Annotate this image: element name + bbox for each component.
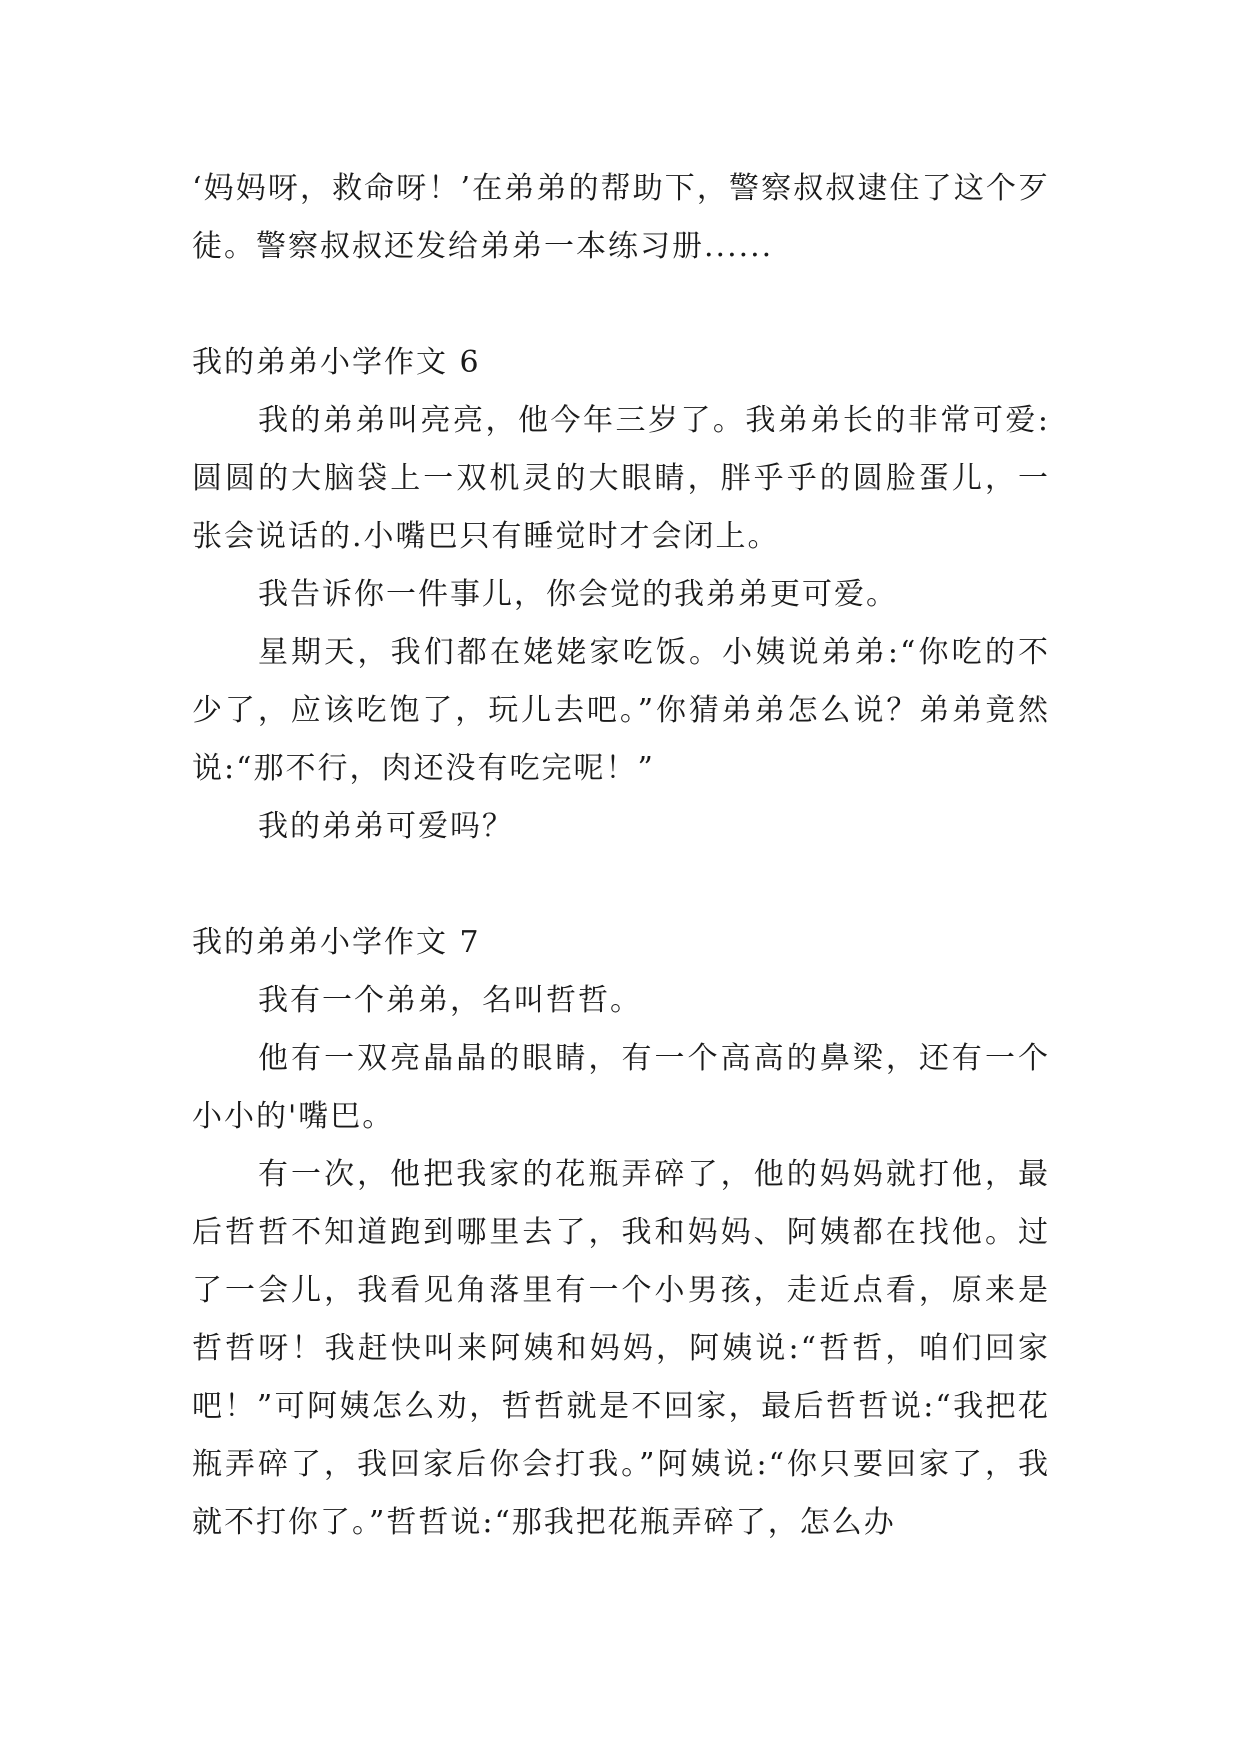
section-7-paragraph-2: 他有一双亮晶晶的眼睛，有一个高高的鼻梁，还有一个小小的'嘴巴。 <box>192 1041 1050 1134</box>
section-spacer <box>192 276 1050 334</box>
section-7-paragraph-1: 我有一个弟弟，名叫哲哲。 <box>258 983 642 1018</box>
section-6-title: 我的弟弟小学作文 6 <box>192 345 481 380</box>
section-spacer <box>192 856 1050 914</box>
section-7-paragraph-3: 有一次，他把我家的花瓶弄碎了，他的妈妈就打他，最后哲哲不知道跑到哪里去了，我和妈妈、阿姨都在找他。过了一会儿，我看见角落里有一个小男孩，走近点看，原来是哲哲呀！我赶快叫来阿姨和妈妈，阿姨说:“哲哲，咱们回家吧！”可阿姨怎么劝，哲哲就是不回家，最后哲哲说:“我把花瓶弄碎了，我回家后你会打我。”阿姨说:“你只要回家了，我就不打你了。”哲哲说:“那我把花瓶弄碎了，怎么办 <box>192 1157 1050 1540</box>
section-6-paragraph-1: 我的弟弟叫亮亮，他今年三岁了。我弟弟长的非常可爱:圆圆的大脑袋上一双机灵的大眼睛，胖乎乎的圆脸蛋儿，一张会说话的.小嘴巴只有睡觉时才会闭上。 <box>192 403 1050 554</box>
document-body <box>192 160 1050 1552</box>
section-6-paragraph-4: 我的弟弟可爱吗？ <box>258 809 514 844</box>
section-6-paragraph-3: 星期天，我们都在姥姥家吃饭。小姨说弟弟:“你吃的不少了，应该吃饱了，玩儿去吧。”你猜弟弟怎么说？弟弟竟然说:“那不行，肉还没有吃完呢！” <box>192 635 1050 786</box>
section-6-paragraph-2: 我告诉你一件事儿，你会觉的我弟弟更可爱。 <box>258 577 898 612</box>
section-7-title: 我的弟弟小学作文 7 <box>192 925 481 960</box>
continued-paragraph: ‘妈妈呀，救命呀！’在弟弟的帮助下，警察叔叔逮住了这个歹徒。警察叔叔还发给弟弟一本练习册...... <box>192 171 1050 264</box>
